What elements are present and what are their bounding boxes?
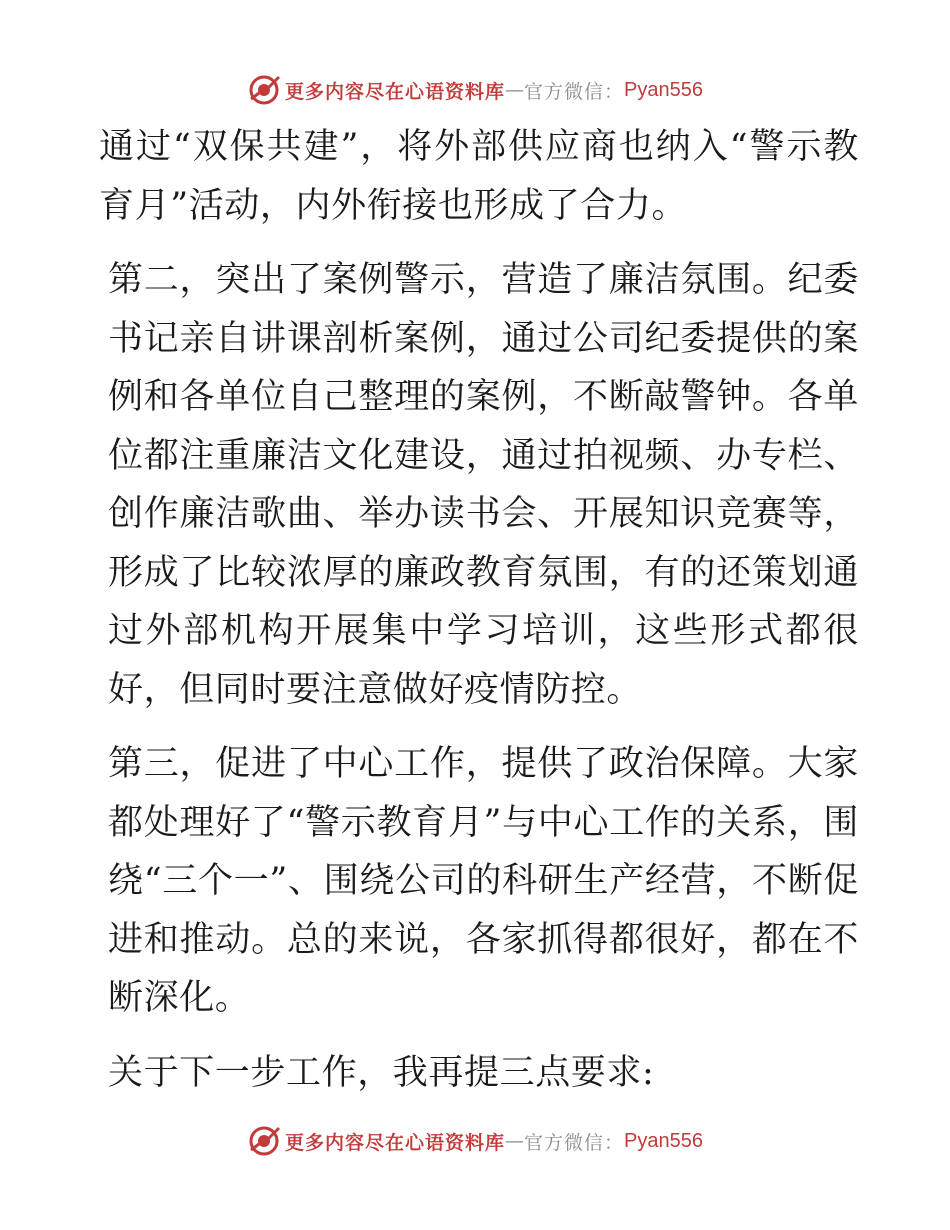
watermark-sub-text: 官方微信： [524,80,625,103]
paragraph-third-point: 第三，促进了中心工作，提供了政治保障。大家都处理好了“警示教育月”与中心工作的关系，围绕“三个一”、围绕公司的科研生产经营，不断促进和推动。总的来说，各家抓得都很好，都在不断深化。 [108,744,859,1018]
watermark-brand-text: 更多内容尽在心语资料库 [285,1131,506,1154]
watermark-dash: — [505,1130,525,1152]
watermark-wechat-id: Pyan556 [624,78,703,101]
pen-nib-logo-icon [247,73,281,107]
pen-nib-logo-icon [247,1124,281,1158]
footer-watermark [0,1121,950,1161]
header-watermark [0,70,950,110]
paragraph-next-steps-intro: 关于下一步工作，我再提三点要求: [108,1052,655,1093]
document-body [99,118,859,1118]
watermark-sub-text: 官方微信： [524,1131,625,1154]
watermark-brand-text: 更多内容尽在心语资料库 [285,80,506,103]
watermark-wechat-id: Pyan556 [624,1129,703,1152]
paragraph-continuation: 通过“双保共建”，将外部供应商也纳入“警示教育月”活动，内外衔接也形成了合力。 [99,127,859,226]
watermark-dash: — [505,79,525,101]
paragraph-second-point: 第二，突出了案例警示，营造了廉洁氛围。纪委书记亲自讲课剖析案例，通过公司纪委提供的案例和各单位自己整理的案例，不断敲警钟。各单位都注重廉洁文化建设，通过拍视频、办专栏、创作廉洁歌曲、举办读书会、开展知识竞赛等，形成了比较浓厚的廉政教育氛围，有的还策划通过外部机构开展集中学习培训，这些形式都很好，但同时要注意做好疫情防控。 [108,260,859,710]
